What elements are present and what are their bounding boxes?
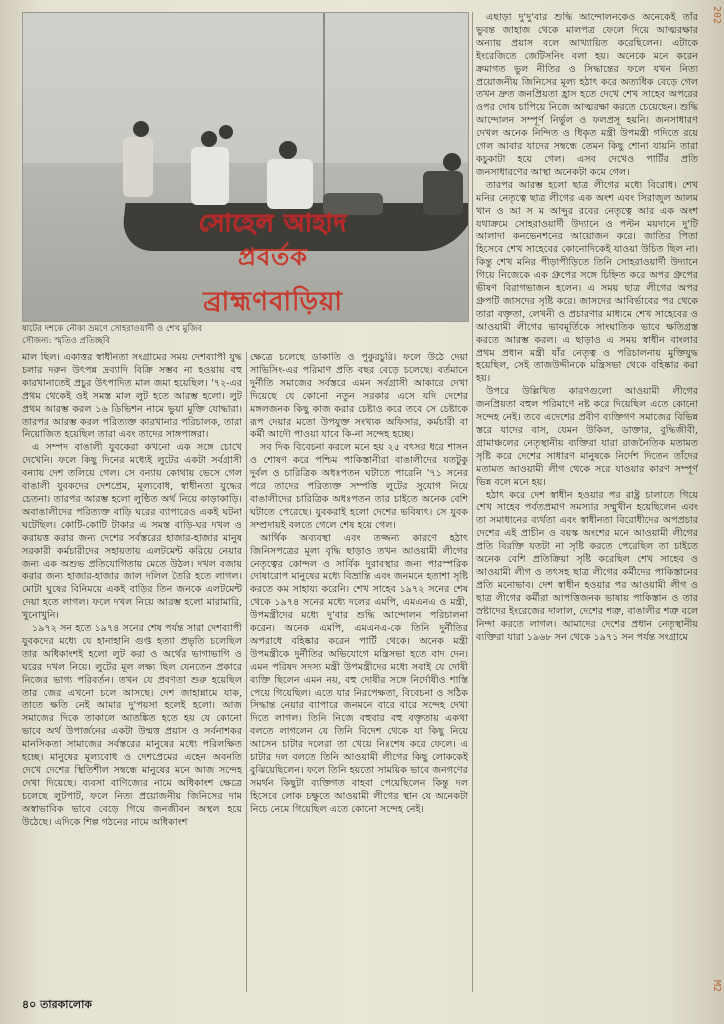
paragraph: তারপর আরম্ভ হলো ছাত্র লীগের মধ্যে বিরোধ। শেখ মনির নেতৃত্বে ছাত্র লীগের এক অংশ এবং সিরাজুল আলম খান ও আ স ম আব্দুর রবের নেতৃত্বে আর এক অংশ যথাক্রমে সোহরাওয়ার্দী উদ্যানে ও পল্টন ময়দানে দু'টি আলাদা কনভেনশনের আয়োজন করে। জাতির পিতা হিসেবে শেখ সাহেবের কোনোদিকেই যাওয়া উচিত ছিল না। কিন্তু শেখ মনির পীড়াপীড়িতে তিনি সোহরাওয়ার্দী উদ্যানে গিয়ে নিজেকে এক গ্রুপের সঙ্গে চিহ্নিত করে অপর গ্রুপের ভীষণ বিরাগভাজন হলেন। এ সময় ছাত্র লীগের অপর গ্রুপটি জাসদের সৃষ্টি করে। জাসদের আবির্ভাবের পর থেকে তারা বক্তৃতা, লেখনী ও প্রচারণার মাধ্যমে শেখ সাহেবের ও আওয়ামী লীগের ভাবমূর্তিকে সাংঘাতিক ভাবে ক্ষতিগ্রস্ত করতে আরম্ভ করল। এ ছাড়াও এ সময় স্বাধীন বাংলার প্রথম প্রধান মন্ত্রী যাঁর নেতৃত্ব ও পরিচালনায় মুক্তিযুদ্ধ হয়েছিল, সেই তাজউদ্দীনকে মন্ত্রিসভা থেকে বহিষ্কার করা হয়। bbox=[476, 179, 698, 385]
article-column-middle bbox=[250, 352, 468, 992]
person-head bbox=[201, 131, 217, 147]
person-figure bbox=[267, 159, 313, 209]
paragraph: হঠাৎ করে দেশ স্বাধীন হওয়ার পর রাষ্ট্র চালাতে গিয়ে শেখ সাহেব পর্বতপ্রমাণ সমস্যার সম্মুখীন হয়েছিলেন এবং তা সমাধানের ব্যর্থতা এবং স্বাধীনতা বিরোধীদের অপপ্রচার দেশের এই প্রাচীন ও বয়স্ক অংশের মনে আওয়ামী লীগের প্রতি বিরক্তি যতটা না সৃষ্টি করতে পেরেছিল তা চাইতে অনেক বেশি প্রতিক্রিয়া সৃষ্টি করেছিল শেখ সাহেব ও আওয়ামী লীগ ও তৎসহ ছাত্র লীগের কর্মীদের পাকিস্তানের প্রতি মনোভাব। দেশ স্বাধীন হওয়ার পর আওয়ামী লীগ ও ছাত্র লীগের কর্মীরা আপত্তিজনক ভাষায় পাকিস্তান ও তার স্রষ্টাদের ইংরেজের দালাল, দেশের শত্রু, বাঙালীর শত্রু বলে নিন্দা করতে লাগল। আমাদের দেশের প্রধান নেতৃস্থানীয় ব্যক্তিরা যারা ১৯৬৮ সন থেকে ১৯৭১ সন পর্যন্ত সংগ্রামে bbox=[476, 489, 698, 643]
paragraph: সব দিক বিবেচনা করলে মনে হয় ২৫ বৎসর ধরে শাসন ও শোষণ করে পশ্চিম পাকিস্তানীরা বাঙালীদের যতটুকু দুর্বল ও চারিত্রিক অধঃপতন ঘটাতে পারেনি '৭১ সনের পরে তাদের পরিত্যক্ত সম্পত্তি লুটের সুযোগ নিয়ে বাঙালীদের চারিত্রিক অধঃপতন তার চাইতে অনেক বেশি ঘটাতে পেরেছে। যুবকরাই হলো দেশের ভবিষ্যৎ। সে যুবক সম্প্রদায়ই বলতে গেলে শেষ হয়ে গেল। bbox=[250, 442, 468, 531]
overlay-name: সোহেল আহাদ bbox=[198, 209, 348, 237]
paragraph: এছাড়া দু'দু'বার শুদ্ধি আন্দোলনকেও অনেকেই তাঁর ভুবন্ত জাহাজ থেকে মালপত্র ফেলে দিয়ে আত্মরক্ষার অন্যায় প্রয়াস বলে আখ্যায়িত করেছিলেন। এটাকে ইংরেজিতে জেটিসনিং বলা হয়। অনেকে মনে করেন ক্রমাগত ভুল নীতির ও সিদ্ধান্তের ফলে যখন নিত্য প্রয়োজনীয় জিনিসের মূল্য হঠাৎ করে অত্যধিক বেড়ে গেল তখন দ্রুত জনপ্রিয়তা হ্রাস হতে দেখে শেখ সাহেব অপরের ওপর দোষ চাপিয়ে নিজে আত্মরক্ষা করতে চেয়েছেন। শুদ্ধি আন্দোলন সম্পূর্ণ নির্ভুল ও ফলপ্রসূ হয়নি। জনসাধারণ দেখল অনেক নিন্দিত ও ধিকৃত মন্ত্রী উপমন্ত্রী গদিতে রয়ে গেল আবার যাদের সম্বন্ধে তেমন কিছু শোনা যায়নি তারা কচুকাটা হয়ে গেল। এসব দেখেও পার্টির প্রতি জনসাধারণের আস্থা অনেকটা কমে গেল। bbox=[476, 12, 698, 178]
overlay-role: প্রবর্তক bbox=[237, 243, 309, 271]
person-figure bbox=[423, 171, 463, 215]
article-column-left bbox=[22, 352, 242, 992]
photo-caption bbox=[22, 323, 467, 347]
boat-photo bbox=[22, 12, 469, 322]
person-head bbox=[279, 141, 297, 159]
person-figure bbox=[123, 137, 153, 197]
caption-credit: সৌজন্য: স্মৃতিও প্রতিচ্ছবি bbox=[22, 336, 111, 346]
caption-line: ষাটের দশকে নৌকা ভ্রমণে সোহরাওয়ার্দী ও শেখ মুজিব bbox=[22, 324, 203, 334]
boat-mast bbox=[323, 13, 325, 213]
date-stamp-bottom: M2 bbox=[711, 980, 722, 993]
paragraph: মাল ছিল। একাত্তর স্বাধীনতা সংগ্রামের সময় দেশব্যাপী যুদ্ধ চলার দরুন উৎপন্ন দ্রব্যাদি বিক্রি সম্ভব না হওয়ায় বহু কারখানাতেই প্রচুর উৎপাদিত মাল জমা হয়েছিল। '৭২-এর প্রথম থেকেই ওই সমস্ত মাল লুট হতে আরম্ভ হলো। লুট প্রথম আরম্ভ করল ১৬ ডিভিশন নামে ভুয়া মুক্তি যোদ্ধারা। তারপর আরম্ভ করল পরিত্যক্ত কারখানার পরিচালক, তারা নিয়োজিত হয়েছিল তারা এবং তাদের সাঙ্গপাঙ্গরা। bbox=[22, 352, 242, 441]
person-figure bbox=[191, 147, 229, 205]
paragraph: ১৯৭২ সন হতে ১৯৭৪ সনের শেষ পর্যন্ত সারা দেশব্যাপী যুবকদের মধ্যে যে হানাহানি গুপ্ত হত্যা প্রভৃতি চলেছিল তার অধিকাংশই হলো লুট করা ও অর্থের ভাগাভাগি ও ঘরের দখল নিয়ে। লুটের মূল লক্ষ্য ছিল যেনতেন প্রকারে নিজের ভাগ্য পরিবর্তন। তখন যে প্রবণতা শুরু হয়েছিল তার জের এখনো চলে আসছে। দেশ জাহান্নামে যাক, তাতে ক্ষতি নেই আমার দু'পয়সা হলেই হলো। আজ সমাজের দিকে তাকালে আতঙ্কিত হতে হয় যে কোনো ভাবে অর্থ উপার্জনের একটা উন্মত্ত প্রয়াস ও সর্বনাশকর মানসিকতা সামাজের সর্বস্তরের মানুষের মধ্যে পরিলক্ষিত হচ্ছে। মানুষের মূল্যবোধ ও দেশপ্রেমের এহেন অবনতি দেখে দেশের স্থিতিশীল সম্বন্ধে মানুষের মনে আজ সন্দেহ দেখা দিয়েছে। ব্যবসা বাণিজ্যের নামে অধিকাংশ ক্ষেত্রে চলেছে লুটপাট, ফলে নিত্য প্রয়োজনীয় জিনিসের দাম অস্বাভাবিক ভাবে বেড়ে গিয়ে জনজীবন অস্থল হয়ে উঠেছে। এদিকে শিল্প গঠনের নামে অধিকাংশ bbox=[22, 623, 242, 828]
paragraph: ক্ষেত্রে চলেছে ডাকাতি ও পুকুরচুরি। ফলে উঠে দেয়া সাভিসিং-এর পরিমাণ প্রতি বছর বেড়ে চলেছে। বর্তমানে দুর্নীতি সমাজের সর্বস্তরে এমন সর্বগ্রাসী আকারে দেখা দিয়েছে যে কোনো নতুন সরকার এসে যদি দেশের মঙ্গলজনক কিছু কাজ করার চেষ্টাও করে তবে সে চেষ্টাকে রূপ দেয়ার মতো উপযুক্ত সংখ্যক অফিসার, কর্মচারী বা কর্মী আদৌ পাওয়া যাবে কি-না সন্দেহ হচ্ছে। bbox=[250, 352, 468, 441]
column-divider bbox=[246, 352, 247, 992]
column-divider bbox=[472, 12, 473, 992]
page-footer: ৪০ তারকালোক bbox=[22, 998, 93, 1011]
person-head bbox=[219, 125, 233, 139]
overlay-place: ব্রাহ্মণবাড়িয়া bbox=[203, 287, 343, 317]
person-head bbox=[133, 121, 149, 137]
article-column-right bbox=[476, 12, 698, 1004]
paragraph: এ সম্পদ বাঙালী যুবকেরা কখনো এক সঙ্গে চোখে দেখেনি। ফলে কিছু দিনের মধ্যেই লুটের একটা সর্বগ্রাসী বন্যায় দেশ তলিয়ে গেল। সে বন্যায় কোথায় ভেসে গেল বাঙালী যুবকদের দেশপ্রেম, মূল্যবোধ, স্বাধীনতা যুদ্ধের চেতনা। তারপর আরম্ভ হলো লুণ্ঠিত অর্থ নিয়ে কাড়াকাড়ি। অবাঙালীদের পরিত্যক্ত বাড়ি ঘরের ব্যাপারেও একই ঘটনা ঘটেছিল। কোটি-কোটি টাকার এ সমস্ত বাড়ি-ঘর দখল ও করায়ত্ত করার জন্য দেশের সর্বস্তরের হাজার-হাজার মানুষ সরকারী কর্মচারীদের সহায়তায় এলটমেন্ট করিয়ে নেয়ার জন্য এক অশুভ প্রতিযোগিতায় মেতে উঠল। দখল বজায় করার জন্য হাজার-হাজার জাল দলিল তৈরি হতে লাগল। মোটা ঘুষের বিনিময়ে একই বাড়ির তিন জনকে এলটমেন্ট দেয়া হতে লাগল। ফলে দখল নিয়ে আরম্ভ হলো মারামারি, খুনোখুনি। bbox=[22, 442, 242, 622]
paragraph: আর্থিক অব্যবস্থা এবং তজ্জন্য কারণে হঠাৎ জিনিসপত্রের মূল্য বৃদ্ধি ছাড়াও তখন আওয়ামী লীগের নেতৃত্বের কোন্দল ও সার্বিক দুরাবস্থার জন্য পারস্পরিক দোষারোপ মানুষের মধ্যে বিভ্রান্তি এবং জনমনে হতাশা সৃষ্টি করতে কম সাহায্য করেনি। শেখ সাহেব ১৯৭২ সনের শেষ থেকে ১৯৭৪ সনের মধ্যে দলের এমপি, এমএনএ ও মন্ত্রী, উপমন্ত্রীদের মধ্যে দু'বার শুদ্ধি আন্দোলন পরিচালনা করেন। অনেক এমপি, এমএনএ-কে তিনি দুর্নীতির অপরাধে বহিষ্কার করেন পার্টি থেকে। অনেক মন্ত্রী উপমন্ত্রীকে দুর্নীতির অভিযোগে মন্ত্রিসভা হতে বাদ দেন। এমন পরিষদ সদস্য মন্ত্রী উপমন্ত্রীদের মধ্যে সবাই যে দোষী ব্যক্তি ছিলেন এমন নয়, বহু দোষীর সঙ্গে নির্দোষীও শাস্তি পেয়ে গিয়েছিল। এতে যার নিরপেক্ষতা, বিবেচনা ও সঠিক সিদ্ধান্ত নেয়ার ব্যাপারে জনমনে বারে বারে সন্দেহ দেখা দিতে লাগল। তিনি নিজে বহুবার বহু বক্তৃতায় একথা বলতে লাগলেন যে তিনি বিদেশ থেকে যা কিছু নিয়ে আসেন চাটার দলেরা তা খেয়ে নিঃশেষ করে ফেলে। এ চাটার দল বলতে তিনি আওয়ামী লীগের কিছু লোককেই বুঝিয়েছিলেন। ফলে তিনি হয়তো সাময়িক ভাবে জনগণের সমর্থন কিছুটা ব্যক্তিগত বাহবা পেয়েছিলেন কিন্তু দল হিসেবে লোক চক্ষুতে আওয়ামী লীগের স্থান যে অনেকটা নিচে নেমে গিয়েছিল এতে কোনো সন্দেহ নেই। bbox=[250, 532, 468, 815]
date-stamp-top: 202 bbox=[711, 6, 722, 25]
paragraph: উপরে উল্লিখিত কারণগুলো আওয়ামী লীগের জনপ্রিয়তা বহুল পরিমাণে নষ্ট করে দিয়েছিল এতে কোনো সন্দেহ নেই। তবে এদেশের প্রবীণ ব্যক্তিগণ সমাজের বিভিন্ন স্তরে যাদের বাস, যেমন উকিল, ডাক্তার, বুদ্ধিজীবী, গ্রামাঞ্চলের নেতৃস্থানীয় ব্যক্তিরা যারা রাজনৈতিক মতামত সৃষ্টি করে দেশের সাধারণ মানুষকে নির্দেশ দিতেন তাঁদের মতামত আওয়ামী লীগ থেকে সরে যাওয়ার কারণ সম্পূর্ণ ভিন্ন বলে মনে হয়। bbox=[476, 386, 698, 488]
person-head bbox=[443, 153, 461, 171]
